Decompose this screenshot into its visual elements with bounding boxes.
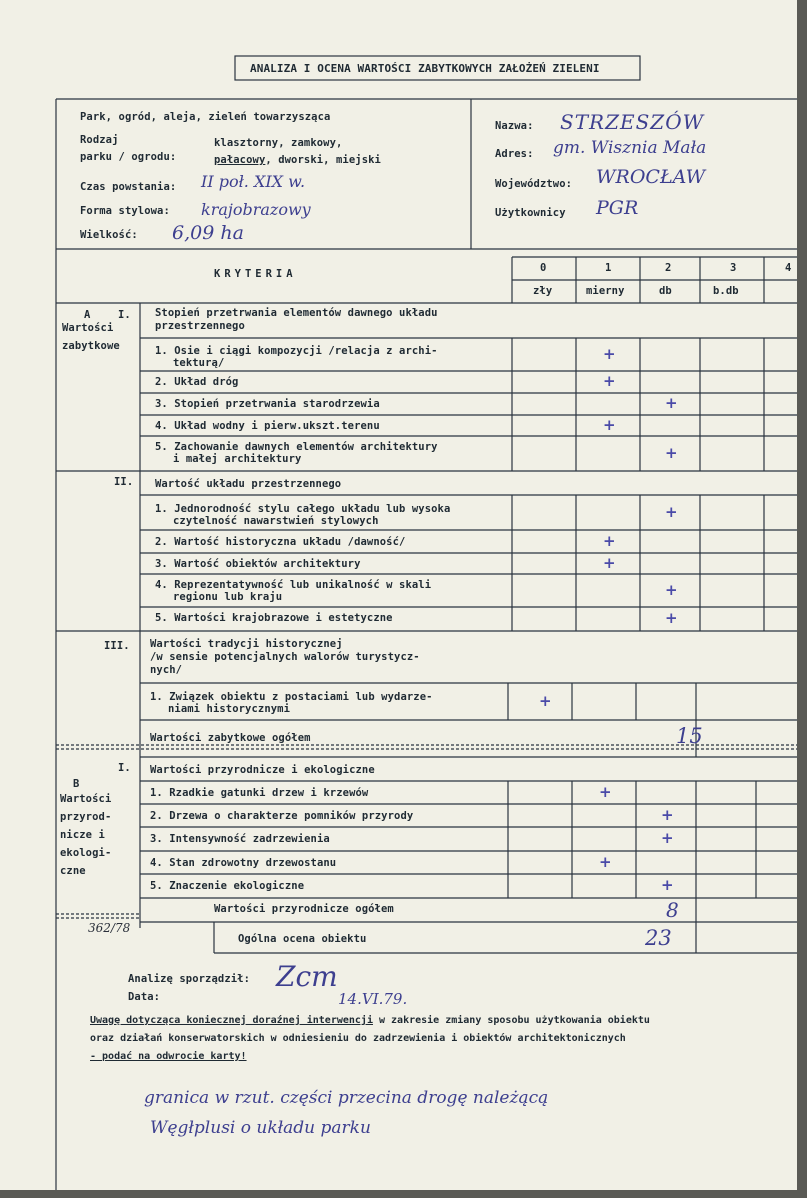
group1-title2: przestrzennego (155, 320, 245, 332)
score-mark-a2-3: + (603, 554, 616, 572)
group3-title2: /w sensie potencjalnych walorów turystycz- (150, 651, 420, 663)
a1-item1-line1: 1. Osie i ciągi kompozycji /relacja z archi- (155, 345, 438, 357)
park-kinds-line2 (214, 154, 381, 166)
score-mark-a2-1: + (665, 503, 678, 521)
note-line1 (90, 1015, 650, 1026)
a2-item4-line2: regionu lub kraju (173, 591, 283, 603)
score-mark-a2-5: + (665, 609, 678, 627)
score-mark-b5: + (661, 876, 674, 894)
park-kinds-line1: klasztorny, zamkowy, (214, 137, 343, 149)
a2-item5: 5. Wartości krajobrazowe i estetyczne (155, 612, 393, 624)
analysis-label: Analizę sporządził: (128, 973, 251, 985)
parku-label: parku / ogrodu: (80, 151, 177, 163)
adres-value: gm. Wisznia Mała (553, 138, 707, 158)
section-b-total-label: Wartości przyrodnicze ogółem (214, 903, 394, 915)
score-col-0: 0 (540, 262, 547, 274)
section-b-name2: przyrod- (60, 811, 112, 823)
section-b-name4: ekologi- (60, 847, 112, 859)
score-mark-a2-2: + (603, 532, 616, 550)
b-item3: 3. Intensywność zadrzewienia (150, 833, 330, 845)
rodzaj-label: Rodzaj (80, 134, 119, 146)
b-item2: 2. Drzewa o charakterze pomników przyrody (150, 810, 414, 822)
section-a-total-label: Wartości zabytkowe ogółem (150, 732, 311, 744)
score-mark-b2: + (661, 806, 674, 824)
group2-roman: II. (114, 476, 134, 488)
park-kind-selected: pałacowy (214, 154, 266, 166)
section-b-name5: czne (60, 865, 86, 877)
a1-item2: 2. Układ dróg (155, 376, 239, 388)
section-a-roman: I. (118, 309, 131, 321)
nazwa-label: Nazwa: (495, 120, 534, 132)
uzytkownicy-label: Użytkownicy (495, 207, 566, 219)
handwritten-note-line2: Węgłplusi o układu parku (150, 1118, 371, 1138)
form-title: ANALIZA I OCENA WARTOŚCI ZABYTKOWYCH ZAŁOŻEŃ ZIELENI (250, 62, 600, 75)
section-b-letter: B (73, 778, 80, 790)
score-mark-a2-4: + (665, 581, 678, 599)
section-b-total-value: 8 (666, 898, 679, 922)
forma-label: Forma stylowa: (80, 205, 170, 217)
note-underlined: Uwagę dotycząca koniecznej doraźnej interwencji (90, 1015, 373, 1026)
section-a-total-value: 15 (676, 724, 703, 748)
score-mark-a1-2: + (603, 372, 616, 390)
score-label-2: db (659, 285, 672, 297)
park-type-line: Park, ogród, aleja, zieleń towarzysząca (80, 111, 331, 123)
signature: Zcm (276, 960, 338, 993)
a2-item1-line2: czytelność nawarstwień stylowych (173, 515, 379, 527)
group1-title1: Stopień przetrwania elementów dawnego układu (155, 307, 438, 319)
date-label: Data: (128, 991, 161, 1003)
wielkosc-label: Wielkość: (80, 229, 138, 241)
wielkosc-value: 6,09 ha (172, 222, 244, 244)
score-mark-a1-3: + (665, 394, 678, 412)
score-mark-a1-5: + (665, 444, 678, 462)
section-a-name2: zabytkowe (62, 340, 120, 352)
nazwa-value: STRZESZÓW (560, 110, 705, 134)
group2-title: Wartość układu przestrzennego (155, 478, 342, 490)
a1-item5-line2: i małej architektury (173, 453, 302, 465)
note-line2: oraz działań konserwatorskich w odniesieniu do zadrzewienia i obiektów architektonicznych (90, 1033, 626, 1044)
section-a-name1: Wartości (62, 322, 114, 334)
score-label-3: b.db (713, 285, 739, 297)
b-item4: 4. Stan zdrowotny drzewostanu (150, 857, 337, 869)
note-line3: - podać na odwrocie karty! (90, 1051, 247, 1062)
b-item5: 5. Znaczenie ekologiczne (150, 880, 305, 892)
adres-label: Adres: (495, 148, 534, 160)
a1-item3: 3. Stopień przetrwania starodrzewia (155, 398, 380, 410)
score-col-1: 1 (605, 262, 612, 274)
uzytkownicy-value: PGR (596, 197, 639, 219)
a1-item4: 4. Układ wodny i pierw.ukszt.terenu (155, 420, 380, 432)
score-mark-a1-4: + (603, 416, 616, 434)
wojewodztwo-label: Województwo: (495, 178, 573, 190)
a1-item1-line2: tekturą/ (173, 357, 225, 369)
score-col-2: 2 (665, 262, 672, 274)
a3-item1-line2: niami historycznymi (168, 703, 291, 715)
section-a-letter: A (84, 309, 91, 321)
forma-value: krajobrazowy (201, 200, 311, 219)
wojewodztwo-value: WROCŁAW (596, 166, 706, 188)
b-item1: 1. Rzadkie gatunki drzew i krzewów (150, 787, 369, 799)
score-mark-b4: + (599, 853, 612, 871)
criteria-heading: KRYTERIA (214, 268, 297, 280)
section-b-name1: Wartości (60, 793, 112, 805)
date-value: 14.VI.79. (338, 990, 408, 1008)
group3-title1: Wartości tradycji historycznej (150, 638, 343, 650)
note-rest: w zakresie zmiany sposobu użytkowania obiektu (372, 1015, 650, 1026)
score-mark-a3-1: + (539, 692, 552, 710)
group3-title3: nych/ (150, 664, 183, 676)
a2-item1-line1: 1. Jednorodność stylu całego układu lub wysoka (155, 503, 451, 515)
score-mark-a1-1: + (603, 345, 616, 363)
czas-value: II poł. XIX w. (201, 172, 306, 191)
score-label-0: zły (533, 285, 553, 297)
czas-label: Czas powstania: (80, 181, 177, 193)
a3-item1-line1: 1. Związek obiektu z postaciami lub wydarze- (150, 691, 433, 703)
overall-value: 23 (645, 926, 672, 950)
section-b-name3: nicze i (60, 829, 105, 841)
section-b-title: Wartości przyrodnicze i ekologiczne (150, 764, 375, 776)
overall-label: Ogólna ocena obiektu (238, 933, 367, 945)
score-col-3: 3 (730, 262, 737, 274)
a2-item3: 3. Wartość obiektów architektury (155, 558, 361, 570)
doc-number: 362/78 (88, 921, 131, 935)
handwritten-note-line1: granica w rzut. części przecina drogę należącą (144, 1088, 549, 1108)
score-mark-b3: + (661, 829, 674, 847)
a1-item5-line1: 5. Zachowanie dawnych elementów architektury (155, 441, 438, 453)
score-mark-b1: + (599, 783, 612, 801)
score-col-4: 4 (785, 262, 792, 274)
group3-roman: III. (104, 640, 130, 652)
park-kinds-rest: , dworski, miejski (265, 154, 381, 166)
section-b-roman: I. (118, 762, 131, 774)
score-label-1: mierny (586, 285, 625, 297)
a2-item4-line1: 4. Reprezentatywność lub unikalność w skali (155, 579, 432, 591)
a2-item2: 2. Wartość historyczna układu /dawność/ (155, 536, 406, 548)
